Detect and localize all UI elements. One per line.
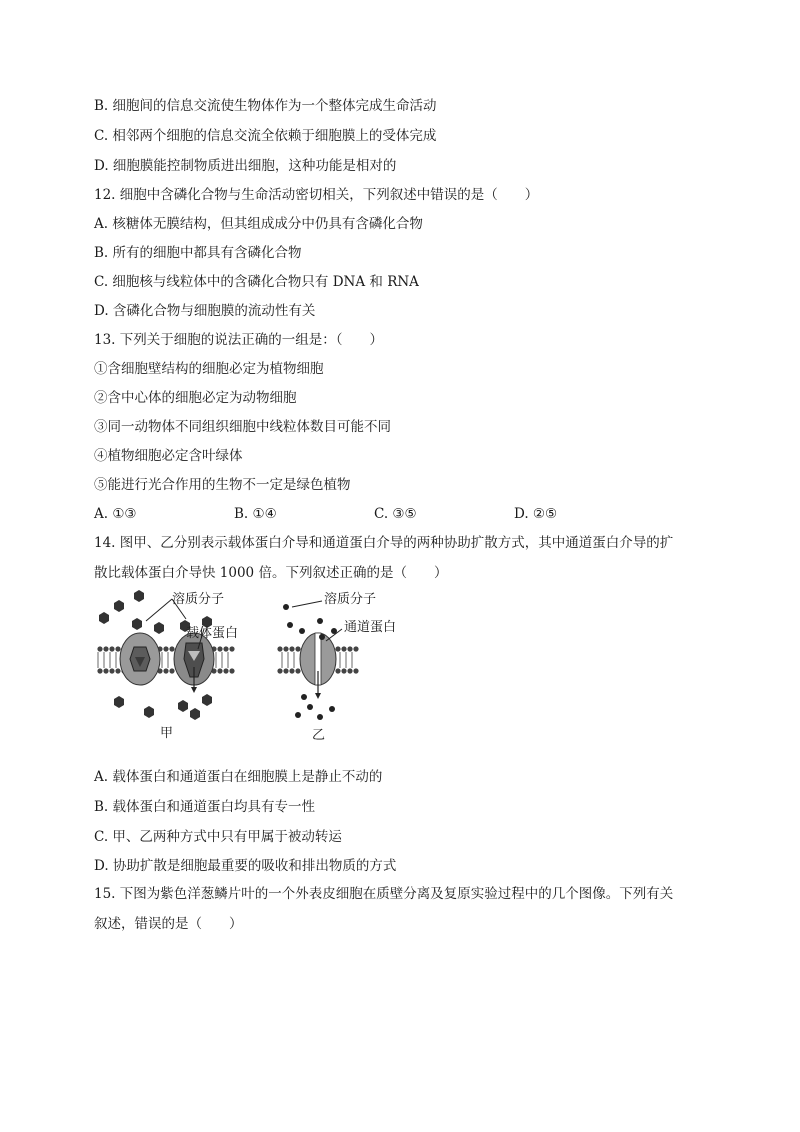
q14-option-c: C. 甲、乙两种方式中只有甲属于被动转运 bbox=[94, 829, 342, 845]
q13-statement-4: ④植物细胞必定含叶绿体 bbox=[94, 448, 243, 464]
q12-option-c: C. 细胞核与线粒体中的含磷化合物只有 DNA 和 RNA bbox=[94, 274, 419, 290]
q11-option-d: D. 细胞膜能控制物质进出细胞，这种功能是相对的 bbox=[94, 158, 397, 174]
caption-yi: 乙 bbox=[312, 728, 326, 743]
q14-stem-line2: 散比载体蛋白介导快 1000 倍。下列叙述正确的是（ ） bbox=[94, 565, 448, 581]
label-jia-solute: 溶质分子 bbox=[172, 592, 225, 607]
q14-stem-line1: 14. 图甲、乙分别表示载体蛋白介导和通道蛋白介导的两种协助扩散方式，其中通道蛋白介导的扩 bbox=[94, 535, 674, 551]
q11-option-c: C. 相邻两个细胞的信息交流全依赖于细胞膜上的受体完成 bbox=[94, 128, 437, 144]
q15-stem-line2: 叙述，错误的是（ ） bbox=[94, 916, 243, 932]
q13-stem: 13. 下列关于细胞的说法正确的一组是：（ ） bbox=[94, 332, 384, 348]
q13-option-a: A. ①③ bbox=[94, 506, 137, 522]
q12-stem: 12. 细胞中含磷化合物与生命活动密切相关，下列叙述中错误的是（ ） bbox=[94, 187, 539, 203]
q12-option-b: B. 所有的细胞中都具有含磷化合物 bbox=[94, 245, 302, 261]
membrane-yi bbox=[278, 633, 358, 699]
q15-stem-line1: 15. 下图为紫色洋葱鳞片叶的一个外表皮细胞在质壁分离及复原实验过程中的几个图像。下列有关 bbox=[94, 886, 674, 902]
q12-option-a: A. 核糖体无膜结构，但其组成成分中仍具有含磷化合物 bbox=[94, 216, 423, 232]
q13-statement-1: ①含细胞壁结构的细胞必定为植物细胞 bbox=[94, 361, 324, 377]
label-jia-carrier: 载体蛋白 bbox=[186, 626, 239, 641]
q13-option-d: D. ②⑤ bbox=[514, 506, 558, 522]
membrane-jia bbox=[96, 633, 238, 693]
q13-statement-5: ⑤能进行光合作用的生物不一定是绿色植物 bbox=[94, 477, 351, 493]
q13-statement-2: ②含中心体的细胞必定为动物细胞 bbox=[94, 390, 297, 406]
diffusion-diagram bbox=[94, 585, 424, 745]
q14-option-b: B. 载体蛋白和通道蛋白均具有专一性 bbox=[94, 799, 316, 815]
q13-statement-3: ③同一动物体不同组织细胞中线粒体数目可能不同 bbox=[94, 419, 391, 435]
q14-option-a: A. 载体蛋白和通道蛋白在细胞膜上是静止不动的 bbox=[94, 769, 383, 785]
q13-option-b: B. ①④ bbox=[234, 506, 277, 522]
q12-option-d: D. 含磷化合物与细胞膜的流动性有关 bbox=[94, 303, 316, 319]
label-yi-solute: 溶质分子 bbox=[324, 592, 377, 607]
label-yi-channel: 通道蛋白 bbox=[344, 620, 397, 635]
diffusion-figure bbox=[94, 585, 424, 745]
q13-option-c: C. ③⑤ bbox=[374, 506, 417, 522]
q14-option-d: D. 协助扩散是细胞最重要的吸收和排出物质的方式 bbox=[94, 858, 397, 874]
caption-jia: 甲 bbox=[160, 726, 174, 741]
q11-option-b: B. 细胞间的信息交流使生物体作为一个整体完成生命活动 bbox=[94, 98, 437, 114]
